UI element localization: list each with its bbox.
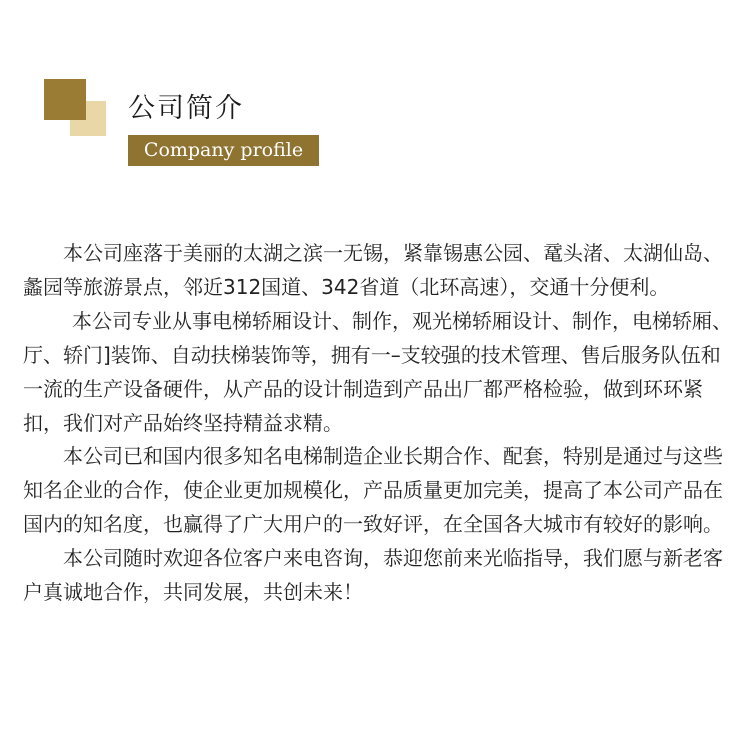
company-description: [23, 237, 735, 610]
page-subtitle-badge: Company profile: [128, 135, 319, 166]
paragraph-business: 本公司专业从事电梯轿厢设计、制作，观光梯轿厢设计、制作，电梯轿厢、厅、轿门]装饰、自动扶梯装饰等，拥有一–支较强的技术管理、售后服务队伍和一流的生产设备硬件，从产品的设计制造到产品出厂都严格检验，做到环环紧扣，我们对产品始终坚持精益求精。: [23, 308, 732, 435]
page-title: 公司简介: [128, 93, 244, 124]
paragraph-welcome: 本公司随时欢迎各位客户来电咨询，恭迎您前来光临指导，我们愿与新老客户真诚地合作，共同发展，共创未来！: [23, 546, 723, 605]
paragraph-partnership: 本公司已和国内很多知名电梯制造企业长期合作、配套，特别是通过与这些知名企业的合作，使企业更加规模化，产品质量更加完美，提高了本公司产品在国内的知名度，也赢得了广大用户的一致好评，在全国各大城市有较好的影响。: [23, 444, 723, 537]
paragraph-location: 本公司座落于美丽的太湖之滨一无锡，紧靠锡惠公园、鼋头渚、太湖仙岛、蠡园等旅游景点，邻近312国道、342省道（北环高速），交通十分便利。: [23, 241, 723, 299]
logo-dark-square: [44, 79, 86, 120]
section-logo-mark: [44, 79, 106, 136]
